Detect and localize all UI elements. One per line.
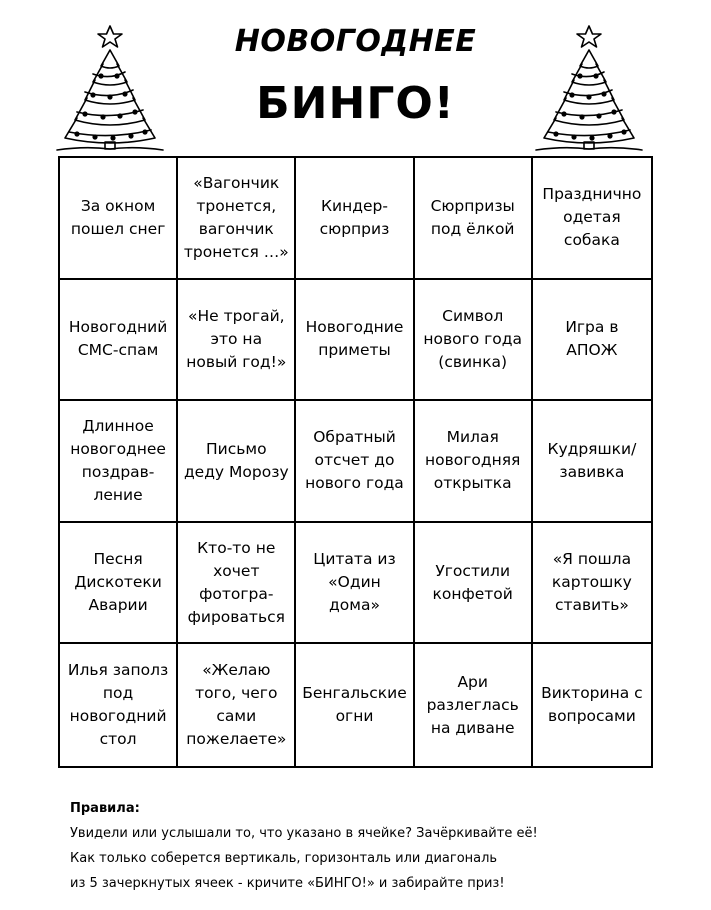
bingo-cell[interactable]: Киндер- сюрприз: [296, 158, 414, 280]
bingo-cell[interactable]: Викторина с вопросами: [541, 684, 643, 726]
bingo-cell[interactable]: Ари разлеглась на диване: [415, 644, 533, 766]
page-title-line1: НОВОГОДНЕЕ: [234, 24, 477, 59]
bingo-grid: [58, 156, 653, 768]
bingo-cell[interactable]: Новогодние приметы: [296, 280, 414, 402]
bingo-cell[interactable]: Письмо деду Морозу: [178, 401, 296, 523]
bingo-cell[interactable]: «Вагончик тронется, вагончик тронется …»: [178, 158, 296, 280]
bingo-cell[interactable]: «Не трогай, это на новый год!»: [178, 280, 296, 402]
bingo-cell[interactable]: Кто-то не хочет фотогра- фироваться: [178, 523, 296, 645]
bingo-cell[interactable]: Символ нового года (свинка): [415, 280, 533, 402]
bingo-cell[interactable]: Длинное новогоднее поздрав- ление: [60, 401, 178, 523]
bingo-cell[interactable]: Илья заполз под новогодний стол: [60, 644, 178, 766]
page-title-line2: БИНГО!: [256, 78, 455, 129]
bingo-cell[interactable]: Угостили конфетой: [415, 523, 533, 645]
rules-line-2: Как только соберется вертикаль, горизонталь или диагональ: [70, 851, 498, 866]
bingo-cell[interactable]: Цитата из «Один дома»: [296, 523, 414, 645]
rules-line-3: из 5 зачеркнутых ячеек - кричите «БИНГО!» и забирайте приз!: [70, 876, 505, 891]
bingo-cell[interactable]: Бенгальские огни: [296, 644, 414, 766]
bingo-cell[interactable]: «Я пошла картошку ставить»: [533, 523, 651, 645]
bingo-cell[interactable]: Празднично одетая собака: [533, 158, 651, 280]
bingo-cell[interactable]: За окном пошел снег: [60, 158, 178, 280]
bingo-cell[interactable]: Обратный отсчет до нового года: [296, 401, 414, 523]
rules-section: [70, 796, 690, 896]
rules-line-1: Увидели или услышали то, что указано в ячейке? Зачёркивайте её!: [70, 826, 538, 841]
bingo-cell[interactable]: Милая новогодняя открытка: [415, 401, 533, 523]
bingo-cell[interactable]: Кудряшки/ завивка: [533, 401, 651, 523]
bingo-cell[interactable]: Песня Дискотеки Аварии: [60, 523, 178, 645]
bingo-cell[interactable]: «Желаю того, чего сами пожелаете»: [178, 644, 296, 766]
bingo-cell[interactable]: Сюрпризы под ёлкой: [415, 158, 533, 280]
bingo-cell[interactable]: Игра в АПОЖ: [533, 280, 651, 402]
bingo-cell[interactable]: Новогодний СМС-спам: [60, 280, 178, 402]
rules-heading: Правила:: [70, 801, 140, 816]
